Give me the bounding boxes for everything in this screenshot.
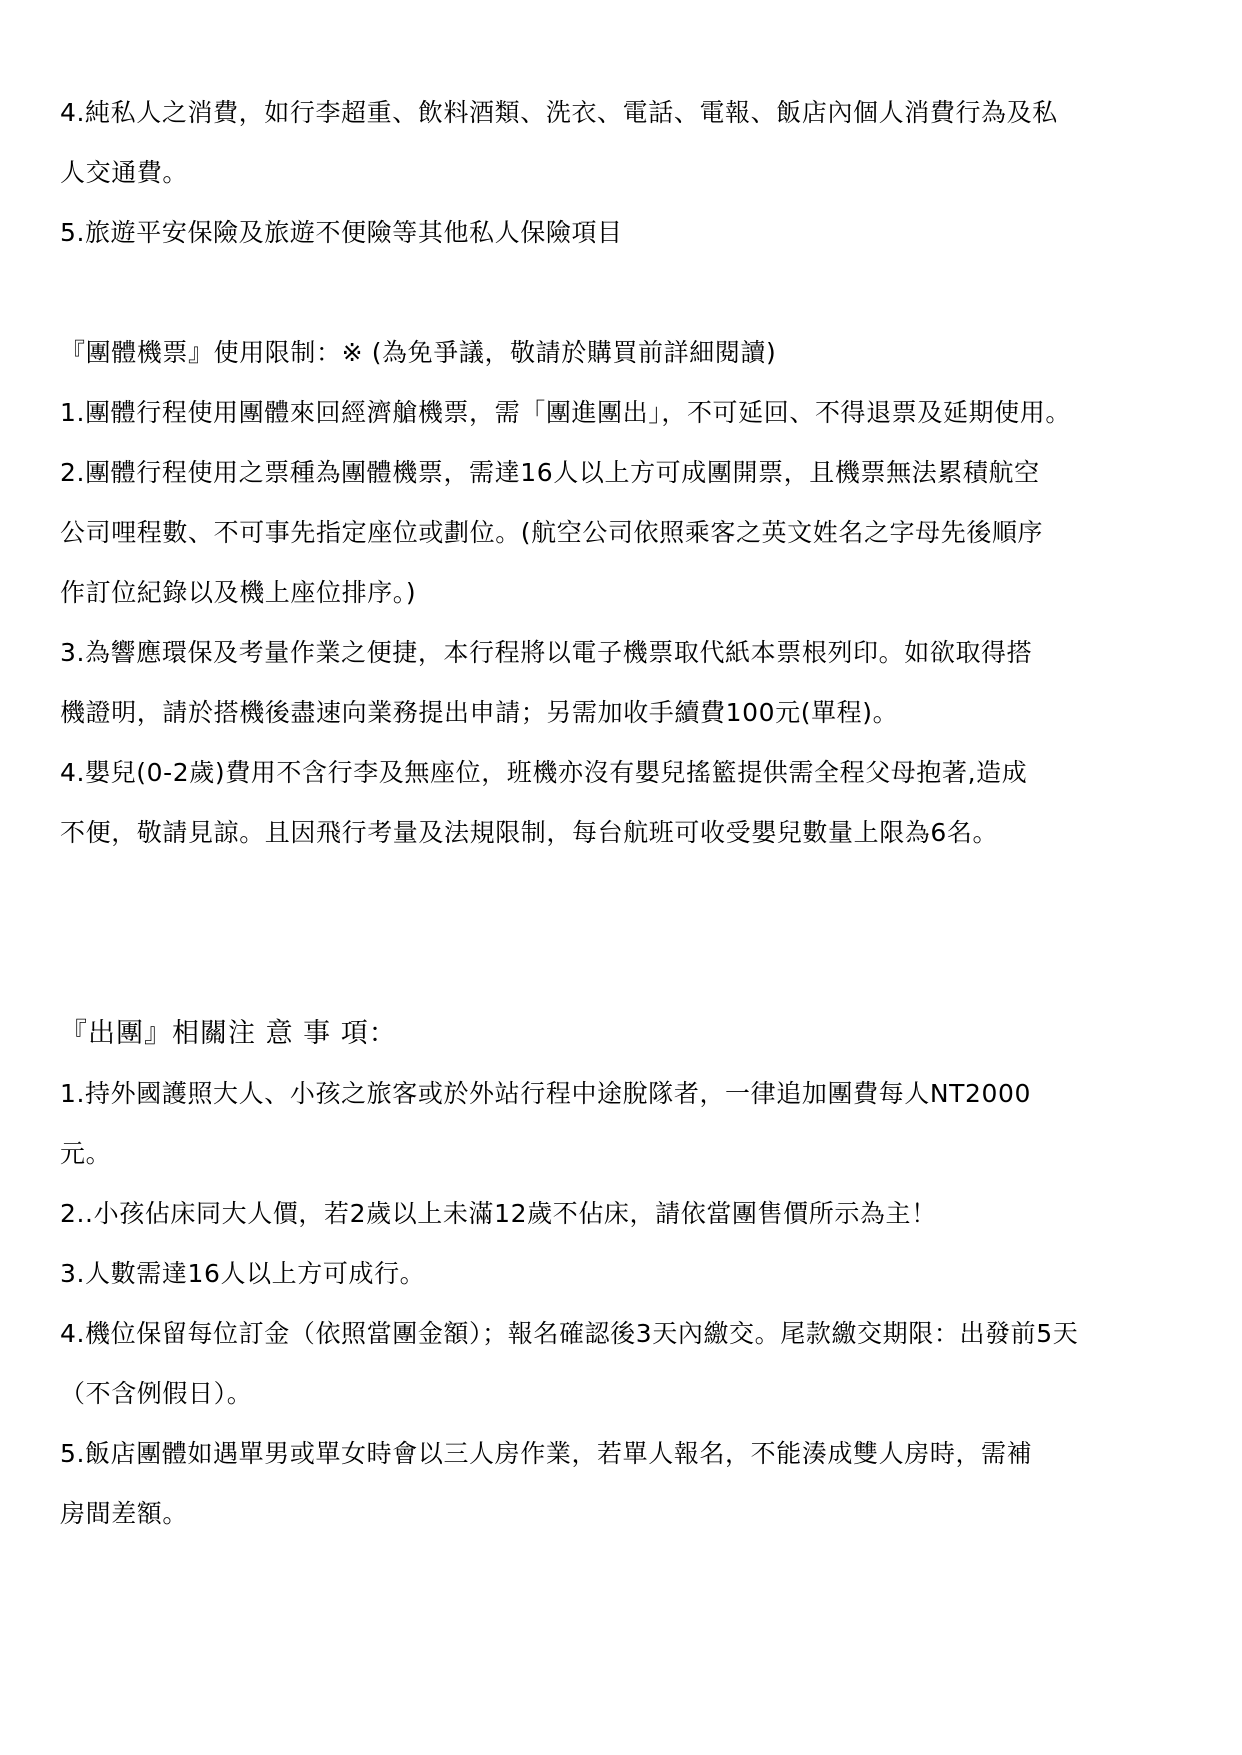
departure-item-5-line-1: 5.飯店團體如遇單男或單女時會以三人房作業，若單人報名，不能湊成雙人房時，需補: [60, 1439, 1033, 1468]
airfare-item-4-line-1: 4.嬰兒(0-2歲)費用不含行李及無座位，班機亦沒有嬰兒搖籃提供需全程父母抱著,造成: [60, 758, 1028, 787]
departure-item-1-line-1: 1.持外國護照大人、小孩之旅客或於外站行程中途脫隊者，一律追加團費每人NT2000: [60, 1079, 1032, 1108]
airfare-section-heading: 『團體機票』使用限制：※ (為免爭議，敬請於購買前詳細閱讀): [60, 338, 777, 367]
exclusion-item-4-line-1: 4.純私人之消費，如行李超重、飲料酒類、洗衣、電話、電報、飯店內個人消費行為及私: [60, 98, 1058, 127]
airfare-item-2-line-3: 作訂位紀錄以及機上座位排序。): [60, 578, 417, 607]
airfare-item-4-line-2: 不便，敬請見諒。且因飛行考量及法規限制，每台航班可收受嬰兒數量上限為6名。: [60, 818, 999, 847]
departure-item-3: 3.人數需達16人以上方可成行。: [60, 1259, 426, 1288]
exclusion-item-5: 5.旅遊平安保險及旅遊不便險等其他私人保險項目: [60, 218, 623, 247]
airfare-item-3-line-2: 機證明，請於搭機後盡速向業務提出申請；另需加收手續費100元(單程)。: [60, 698, 899, 727]
departure-section-heading: 『出團』相關注 意 事 項：: [60, 1018, 397, 1049]
airfare-item-3-line-1: 3.為響應環保及考量作業之便捷，本行程將以電子機票取代紙本票根列印。如欲取得搭: [60, 638, 1033, 667]
departure-item-2: 2..小孩佔床同大人價，若2歲以上未滿12歲不佔床，請依當團售價所示為主！: [60, 1199, 937, 1228]
airfare-item-1: 1.團體行程使用團體來回經濟艙機票，需「團進團出」，不可延回、不得退票及延期使用。: [60, 398, 1071, 427]
departure-item-1-line-2: 元。: [60, 1139, 112, 1168]
exclusion-item-4-line-2: 人交通費。: [60, 158, 189, 187]
departure-item-4-line-1: 4.機位保留每位訂金（依照當團金額）；報名確認後3天內繳交。尾款繳交期限：出發前5天: [60, 1319, 1079, 1348]
departure-item-5-line-2: 房間差額。: [60, 1499, 189, 1528]
departure-item-4-line-2: （不含例假日）。: [60, 1379, 253, 1408]
airfare-item-2-line-1: 2.團體行程使用之票種為團體機票，需達16人以上方可成團開票，且機票無法累積航空: [60, 458, 1040, 487]
airfare-item-2-line-2: 公司哩程數、不可事先指定座位或劃位。(航空公司依照乘客之英文姓名之字母先後順序: [60, 518, 1044, 547]
